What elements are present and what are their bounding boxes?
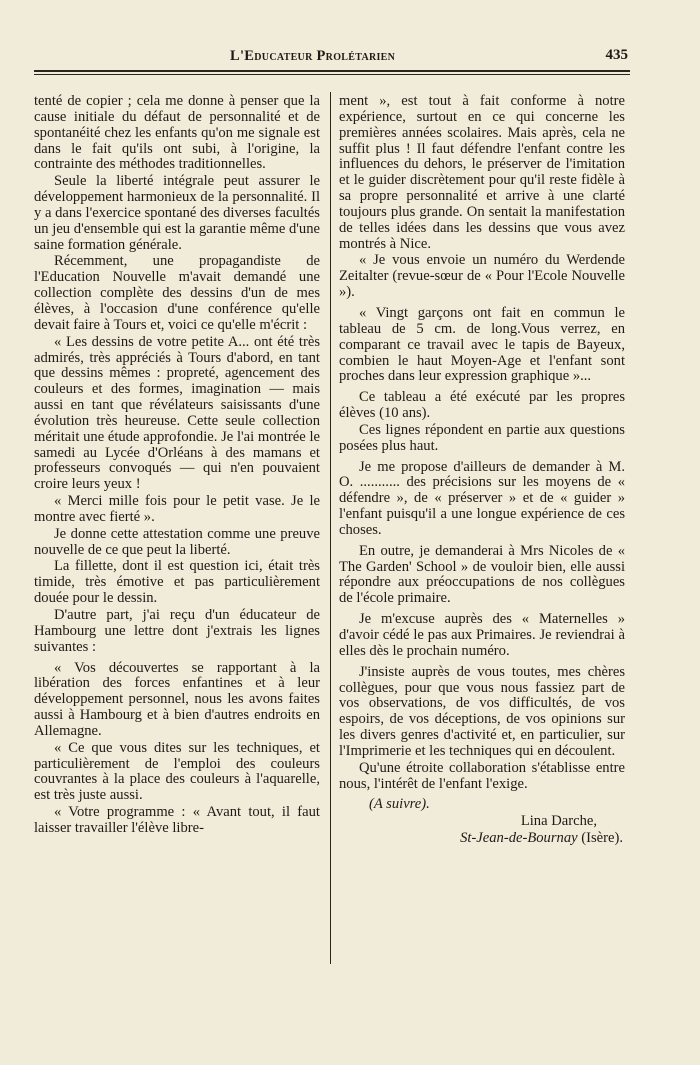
paragraph: La fillette, dont il est question ici, était très timide, très émotive et pas particulièrement douée pour le dessin. xyxy=(34,558,320,607)
page-number: 435 xyxy=(605,47,628,63)
author-location xyxy=(339,831,625,847)
journal-title: L'Educateur Prolétarien xyxy=(230,48,396,64)
paragraph: En outre, je demanderai à Mrs Nicoles de « The Garden' School » de vouloir bien, elle aussi répondre aux préoccupations de nos collègues de l'école primaire. xyxy=(339,542,625,607)
quote-paragraph: « Vos découvertes se rapportant à la libération des forces enfantines et à leur développement personnel, nous les avons faites aussi à Hambourg et à bien d'autres endroits en Allemagne. xyxy=(34,659,320,739)
to-be-continued xyxy=(339,797,625,813)
quote-paragraph: « Je vous envoie un numéro du Werdende Zeitalter (revue-sœur de « Pour l'Ecole Nouvelle »). xyxy=(339,252,625,301)
page-header xyxy=(34,46,630,72)
paragraph: ment », est tout à fait conforme à notre expérience, surtout en ce qui concerne les premières années scolaires. Mais après, cela ne suffit plus ! Il faut défendre l'enfant contre les influences du dehors, le préserver de l'imitation et le guider discrètement pour qu'il reste fidèle à sa propre personnalité et arrive à une clarté toujours plus grande. On sentait la manifestation de telles idées dans les dessins que vous avez montrés à Nice. xyxy=(339,93,625,252)
paragraph: tenté de copier ; cela me donne à penser que la cause initiale du défaut de personnalité et de spontanéité chez les enfants qu'on me signale est dans le fait qu'ils ont subi, à l'origine, la contrainte des méthodes traditionnelles. xyxy=(34,93,320,173)
paragraph: Qu'une étroite collaboration s'établisse entre nous, l'intérêt de l'enfant l'exige. xyxy=(339,759,625,792)
right-column xyxy=(339,94,625,847)
paragraph: Je donne cette attestation comme une preuve nouvelle de ce que peut la liberté. xyxy=(34,525,320,558)
quote-paragraph: « Votre programme : « Avant tout, il faut laisser travailler l'élève libre- xyxy=(34,804,320,836)
paragraph: Seule la liberté intégrale peut assurer le développement harmonieux de la personnalité. Il y a dans l'exercice spontané des diverses facultés un jeu d'ensemble qui est la garantie même d'une saine formation générale. xyxy=(34,173,320,253)
left-column xyxy=(34,94,320,837)
quote-paragraph: « Merci mille fois pour le petit vase. Je le montre avec fierté ». xyxy=(34,493,320,525)
paragraph: Je m'excuse auprès des « Maternelles » d'avoir cédé le pas aux Primaires. Je reviendrai à elles dès le prochain numéro. xyxy=(339,611,625,659)
header-rule-thick xyxy=(34,70,630,72)
paragraph: Ce tableau a été exécuté par les propres élèves (10 ans). xyxy=(339,389,625,422)
location-region: (Isère). xyxy=(581,830,623,847)
location-place: St-Jean-de-Bournay xyxy=(460,830,578,847)
header-rule-thin xyxy=(34,74,630,75)
paragraph: J'insiste auprès de vous toutes, mes chères collègues, pour que vous nous fassiez part de vos observations, de vos difficultés, de vos espoirs, de vos déceptions, de vos opinions sur les divers genres d'activité et, en particulier, sur l'Imprimerie et les techniques qui en découlent. xyxy=(339,663,625,759)
paragraph: D'autre part, j'ai reçu d'un éducateur de Hambourg une lettre dont j'extrais les lignes suivantes : xyxy=(34,607,320,655)
quote-paragraph: « Vingt garçons ont fait en commun le tableau de 5 cm. de long.Vous verrez, en comparant ce travail avec le tapis de Bayeux, combien le haut Moyen-Age et l'enfant sont proches dans leur expression graphique »... xyxy=(339,304,625,385)
author-signature: Lina Darche, xyxy=(520,813,597,830)
quote-paragraph: « Ce que vous dites sur les techniques, et particulièrement de l'emploi des couleurs couvrantes à la place des couleurs à l'aquarelle, est très juste aussi. xyxy=(34,739,320,804)
paragraph: Récemment, une propagandiste de l'Education Nouvelle m'avait demandé une collection complète des dessins d'un de mes élèves, à l'occasion d'une conférence qu'elle devait faire à Tours et, voici ce qu'elle m'écrit : xyxy=(34,253,320,333)
to-be-continued-text: (A suivre). xyxy=(369,796,430,813)
quote-paragraph: « Les dessins de votre petite A... ont été très admirés, très appréciés à Tours d'abord, en tant que dessins mêmes : propreté, agencement des couleurs et des formes, imagination — mais aussi en tant que révélateurs saisissants d'une évolution très heureuse. Cette seule collection méritait une étude approfondie. Je l'ai montrée le samedi au Lycée d'Orléans à des mamans et professeurs convoqués — qui n'en pouvaient croire leurs yeux ! xyxy=(34,333,320,493)
column-divider xyxy=(330,92,331,964)
paragraph: Je me propose d'ailleurs de demander à M. O. ........... des précisions sur les moyens de « défendre », de « préserver » et de « guider » l'enfant puisqu'il a une longue expérience de ces choses. xyxy=(339,458,625,538)
paragraph: Ces lignes répondent en partie aux questions posées plus haut. xyxy=(339,421,625,454)
